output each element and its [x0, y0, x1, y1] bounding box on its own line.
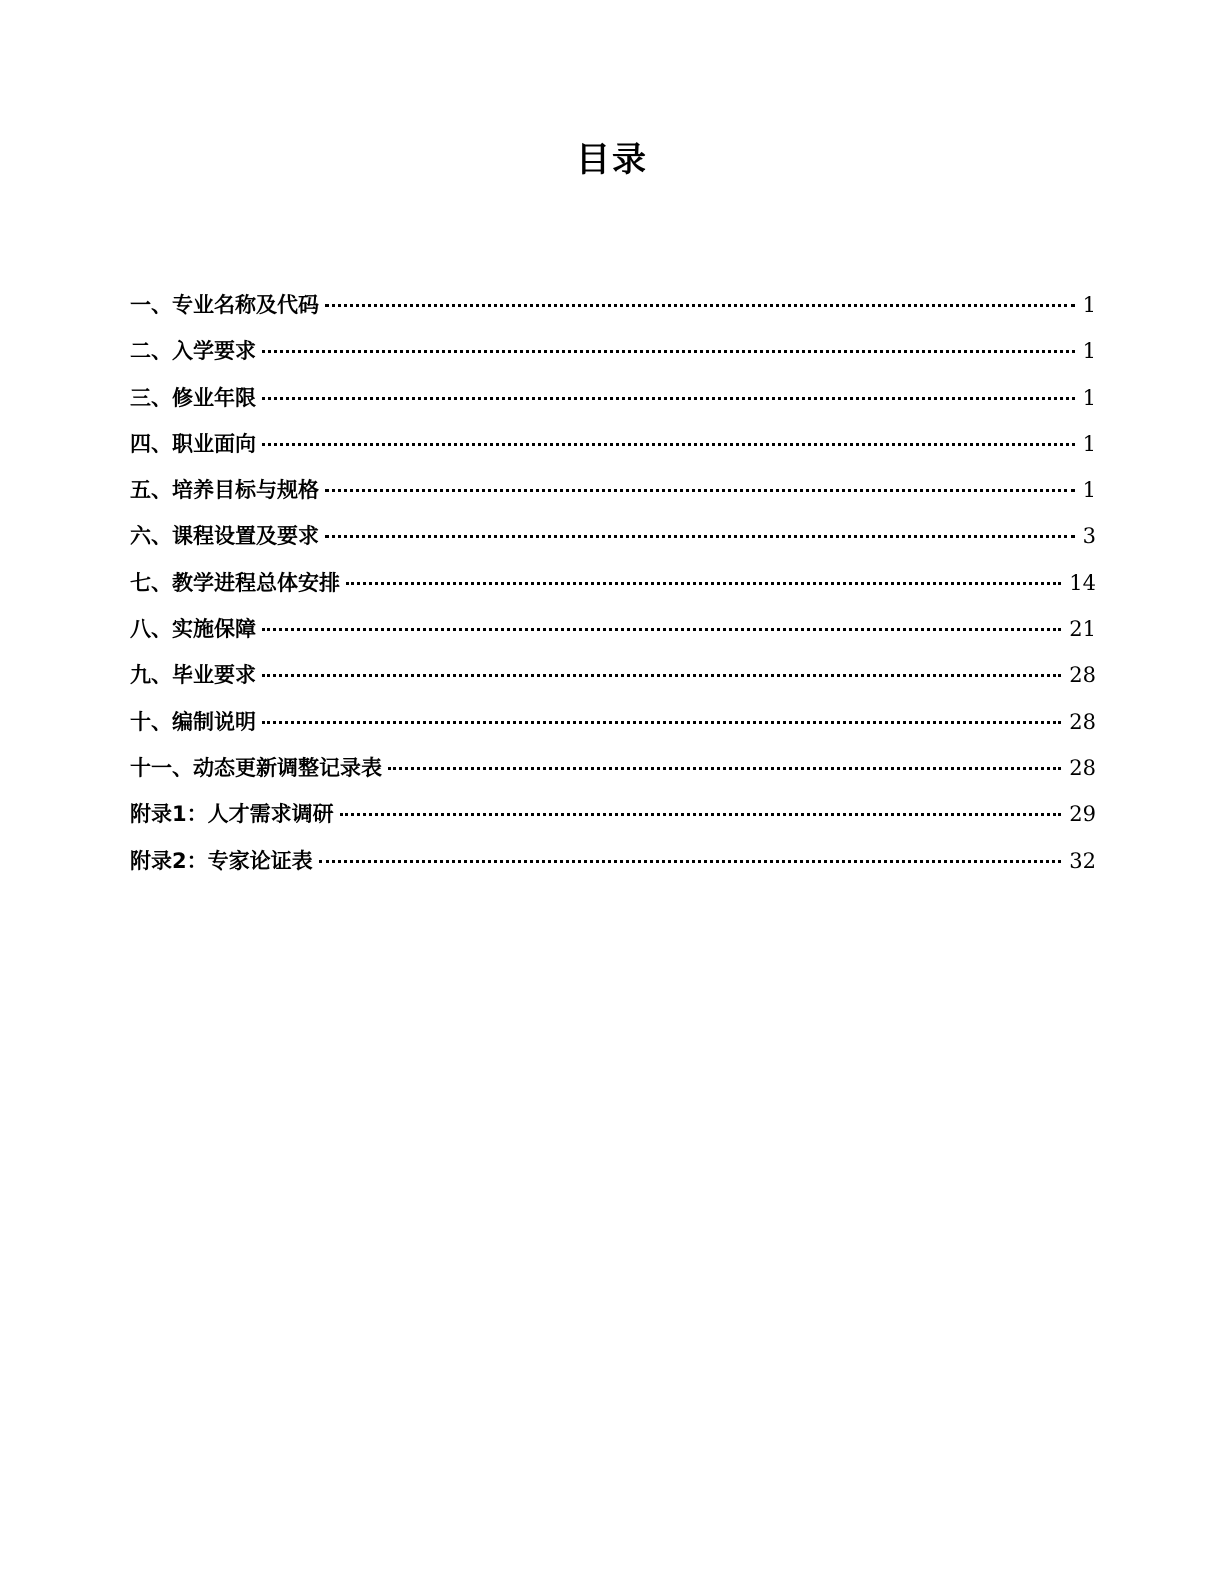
toc-entry-label: 附录1：人才需求调研: [130, 802, 334, 827]
toc-page-number: 1: [1082, 339, 1096, 364]
toc-dot-leader: [262, 397, 1075, 400]
toc-entry-label: 十、编制说明: [130, 709, 256, 734]
toc-page-number: 3: [1082, 524, 1096, 549]
toc-entry[interactable]: [130, 471, 1096, 517]
toc-dot-leader: [262, 628, 1061, 631]
toc-page-number: 1: [1082, 431, 1096, 456]
toc-entry[interactable]: [130, 425, 1096, 471]
toc-page-number: 32: [1069, 848, 1096, 873]
toc-entry-label: 二、入学要求: [130, 339, 256, 364]
toc-entry[interactable]: [130, 286, 1096, 332]
toc-dot-leader: [319, 860, 1062, 863]
toc-entry[interactable]: [130, 332, 1096, 378]
toc-page-number: 21: [1069, 617, 1096, 642]
toc-entry[interactable]: [130, 610, 1096, 656]
toc-page-number: 28: [1069, 755, 1096, 780]
toc-page-number: 28: [1069, 709, 1096, 734]
toc-entry-label: 一、专业名称及代码: [130, 293, 319, 317]
toc-entry[interactable]: [130, 564, 1096, 610]
toc-dot-leader: [340, 813, 1062, 816]
toc-page-number: 1: [1082, 293, 1096, 317]
toc-entry-label: 十一、动态更新调整记录表: [130, 755, 382, 780]
toc-entry[interactable]: [130, 842, 1096, 888]
toc-dot-leader: [262, 674, 1061, 677]
toc-dot-leader: [262, 443, 1075, 446]
toc-dot-leader: [262, 350, 1075, 353]
toc-entry-label: 九、毕业要求: [130, 663, 256, 688]
toc-entry[interactable]: [130, 703, 1096, 749]
toc-entry-label: 八、实施保障: [130, 617, 256, 642]
toc-entry-label: 七、教学进程总体安排: [130, 570, 340, 595]
toc-entry-label: 附录2：专家论证表: [130, 848, 313, 873]
table-of-contents: [130, 286, 1096, 888]
toc-entry[interactable]: [130, 656, 1096, 702]
toc-entry[interactable]: [130, 749, 1096, 795]
toc-dot-leader: [325, 304, 1075, 307]
toc-entry[interactable]: [130, 517, 1096, 563]
toc-page-number: 14: [1069, 570, 1096, 595]
toc-entry-label: 六、课程设置及要求: [130, 524, 319, 549]
toc-page-number: 29: [1069, 802, 1096, 827]
page-title: 目录: [576, 140, 648, 180]
toc-entry[interactable]: [130, 795, 1096, 841]
toc-page-number: 1: [1082, 478, 1096, 503]
toc-dot-leader: [325, 489, 1075, 492]
toc-dot-leader: [346, 582, 1061, 585]
toc-entry-label: 五、培养目标与规格: [130, 478, 319, 503]
toc-dot-leader: [262, 721, 1061, 724]
toc-dot-leader: [325, 535, 1075, 538]
toc-entry[interactable]: [130, 379, 1096, 425]
toc-page-number: 1: [1082, 385, 1096, 410]
toc-dot-leader: [388, 767, 1061, 770]
toc-entry-label: 三、修业年限: [130, 385, 256, 410]
toc-entry-label: 四、职业面向: [130, 431, 256, 456]
toc-page-number: 28: [1069, 663, 1096, 688]
